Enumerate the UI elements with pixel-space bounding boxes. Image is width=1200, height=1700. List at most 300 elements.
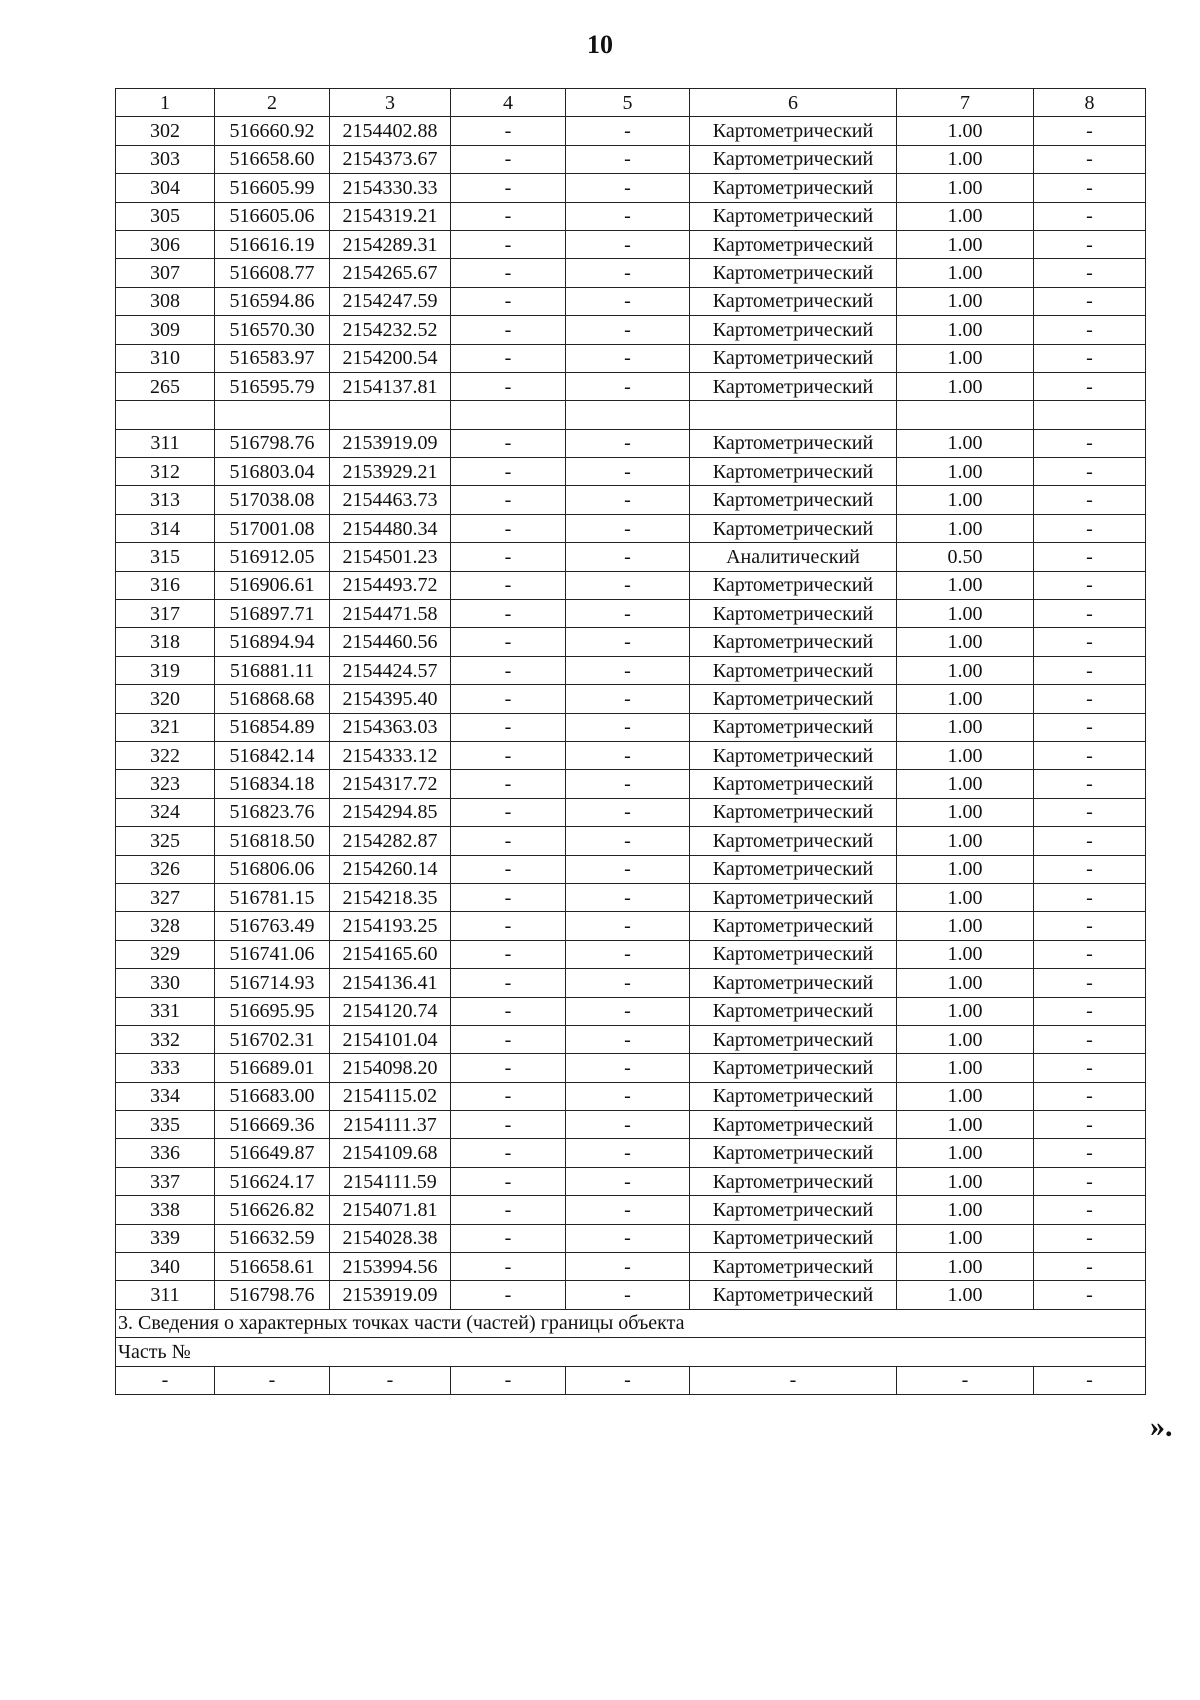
table-row bbox=[116, 344, 1146, 372]
table-cell: Картометрический bbox=[690, 1025, 897, 1053]
table-cell bbox=[116, 401, 215, 429]
table-row bbox=[116, 458, 1146, 486]
table-cell: Картометрический bbox=[690, 145, 897, 173]
table-cell: - bbox=[451, 855, 566, 883]
table-cell: - bbox=[566, 316, 690, 344]
table-cell: Картометрический bbox=[690, 883, 897, 911]
table-cell: - bbox=[1034, 656, 1146, 684]
table-cell: - bbox=[451, 770, 566, 798]
table-cell: - bbox=[451, 656, 566, 684]
table-cell: Картометрический bbox=[690, 1253, 897, 1281]
table-cell: 2154109.68 bbox=[330, 1139, 451, 1167]
table-cell: 517038.08 bbox=[215, 486, 330, 514]
table-cell: Аналитический bbox=[690, 543, 897, 571]
table-cell: - bbox=[566, 1366, 690, 1394]
table-row bbox=[116, 174, 1146, 202]
table-cell: 516741.06 bbox=[215, 940, 330, 968]
table-cell: 2154402.88 bbox=[330, 117, 451, 145]
table-cell: 516798.76 bbox=[215, 1281, 330, 1309]
table-row bbox=[116, 372, 1146, 400]
table-cell: - bbox=[566, 514, 690, 542]
table-cell bbox=[330, 401, 451, 429]
part-label: Часть № bbox=[116, 1338, 1146, 1366]
table-cell: 2154460.56 bbox=[330, 628, 451, 656]
table-cell: 332 bbox=[116, 1025, 215, 1053]
table-cell: 303 bbox=[116, 145, 215, 173]
table-cell: 1.00 bbox=[897, 259, 1034, 287]
table-cell: - bbox=[566, 230, 690, 258]
table-cell: - bbox=[1034, 912, 1146, 940]
table-row bbox=[116, 883, 1146, 911]
table-cell: - bbox=[566, 1167, 690, 1195]
table-cell: 339 bbox=[116, 1224, 215, 1252]
table-cell: - bbox=[566, 1253, 690, 1281]
table-cell: 309 bbox=[116, 316, 215, 344]
table-cell: Картометрический bbox=[690, 117, 897, 145]
table-row bbox=[116, 770, 1146, 798]
table-cell: 306 bbox=[116, 230, 215, 258]
table-cell: 2154111.37 bbox=[330, 1111, 451, 1139]
table-row bbox=[116, 429, 1146, 457]
table-cell: 2154101.04 bbox=[330, 1025, 451, 1053]
table-cell: 516626.82 bbox=[215, 1196, 330, 1224]
table-cell: 1.00 bbox=[897, 713, 1034, 741]
table-row bbox=[116, 1167, 1146, 1195]
table-cell: - bbox=[566, 287, 690, 315]
table-cell: - bbox=[1034, 628, 1146, 656]
table-cell: 516702.31 bbox=[215, 1025, 330, 1053]
table-cell: - bbox=[451, 174, 566, 202]
table-cell: - bbox=[1034, 259, 1146, 287]
table-cell: Картометрический bbox=[690, 969, 897, 997]
table-cell: 2154115.02 bbox=[330, 1082, 451, 1110]
table-cell: 331 bbox=[116, 997, 215, 1025]
table-cell: - bbox=[1034, 1054, 1146, 1082]
table-cell: 2153994.56 bbox=[330, 1253, 451, 1281]
table-cell: - bbox=[566, 940, 690, 968]
table-cell: - bbox=[451, 940, 566, 968]
table-cell: - bbox=[566, 117, 690, 145]
table-cell: 2154111.59 bbox=[330, 1167, 451, 1195]
table-cell: 516616.19 bbox=[215, 230, 330, 258]
table-cell: 2154424.57 bbox=[330, 656, 451, 684]
table-cell: 1.00 bbox=[897, 628, 1034, 656]
table-cell: 2154480.34 bbox=[330, 514, 451, 542]
table-cell: 2154330.33 bbox=[330, 174, 451, 202]
table-cell: 2154493.72 bbox=[330, 571, 451, 599]
table-row bbox=[116, 741, 1146, 769]
table-row bbox=[116, 855, 1146, 883]
coordinates-table bbox=[115, 88, 1146, 1395]
table-cell: - bbox=[451, 514, 566, 542]
table-cell: - bbox=[1034, 855, 1146, 883]
table-cell: - bbox=[451, 600, 566, 628]
table-cell: 516842.14 bbox=[215, 741, 330, 769]
table-cell: 313 bbox=[116, 486, 215, 514]
table-cell: 5 bbox=[566, 89, 690, 117]
table-cell: - bbox=[451, 117, 566, 145]
table-cell: Картометрический bbox=[690, 1082, 897, 1110]
table-cell: 1.00 bbox=[897, 344, 1034, 372]
table-cell: - bbox=[451, 1167, 566, 1195]
table-cell bbox=[690, 401, 897, 429]
table-cell: 1.00 bbox=[897, 316, 1034, 344]
table-cell: - bbox=[566, 429, 690, 457]
table-cell: Картометрический bbox=[690, 741, 897, 769]
table-cell: - bbox=[330, 1366, 451, 1394]
table-row bbox=[116, 486, 1146, 514]
table-cell: Картометрический bbox=[690, 486, 897, 514]
table-cell: Картометрический bbox=[690, 940, 897, 968]
table-cell: - bbox=[1034, 940, 1146, 968]
table-cell: Картометрический bbox=[690, 1167, 897, 1195]
table-cell: - bbox=[566, 1139, 690, 1167]
table-cell: 1.00 bbox=[897, 656, 1034, 684]
closing-quote-mark: ». bbox=[1150, 1410, 1173, 1443]
table-cell: 340 bbox=[116, 1253, 215, 1281]
table-cell: 2154137.81 bbox=[330, 372, 451, 400]
table-cell: 319 bbox=[116, 656, 215, 684]
table-cell: 2153919.09 bbox=[330, 1281, 451, 1309]
table-cell: - bbox=[566, 372, 690, 400]
table-cell: Картометрический bbox=[690, 855, 897, 883]
table-cell: - bbox=[1034, 429, 1146, 457]
table-cell: - bbox=[451, 486, 566, 514]
table-cell: 516894.94 bbox=[215, 628, 330, 656]
table-row bbox=[116, 543, 1146, 571]
table-cell: 2154136.41 bbox=[330, 969, 451, 997]
table-row bbox=[116, 1025, 1146, 1053]
table-cell: Картометрический bbox=[690, 458, 897, 486]
table-cell: 2154165.60 bbox=[330, 940, 451, 968]
table-cell: 517001.08 bbox=[215, 514, 330, 542]
table-cell bbox=[215, 401, 330, 429]
table-cell: 1.00 bbox=[897, 174, 1034, 202]
table-cell: - bbox=[1034, 571, 1146, 599]
table-cell: 1.00 bbox=[897, 1224, 1034, 1252]
table-cell: 1 bbox=[116, 89, 215, 117]
table-cell: - bbox=[566, 827, 690, 855]
table-cell: 316 bbox=[116, 571, 215, 599]
table-cell: - bbox=[1034, 372, 1146, 400]
table-cell: Картометрический bbox=[690, 202, 897, 230]
table-row bbox=[116, 287, 1146, 315]
table-cell: 1.00 bbox=[897, 600, 1034, 628]
table-cell: - bbox=[1034, 543, 1146, 571]
table-cell: - bbox=[451, 1224, 566, 1252]
table-cell: 2154098.20 bbox=[330, 1054, 451, 1082]
table-cell: - bbox=[1034, 1281, 1146, 1309]
table-cell: - bbox=[566, 798, 690, 826]
table-cell: - bbox=[566, 571, 690, 599]
table-cell: Картометрический bbox=[690, 429, 897, 457]
table-cell: 1.00 bbox=[897, 1054, 1034, 1082]
table-cell: 1.00 bbox=[897, 883, 1034, 911]
table-cell: Картометрический bbox=[690, 1139, 897, 1167]
table-cell: Картометрический bbox=[690, 1111, 897, 1139]
table-cell: - bbox=[690, 1366, 897, 1394]
table-cell: - bbox=[451, 1054, 566, 1082]
table-cell: 516683.00 bbox=[215, 1082, 330, 1110]
table-cell: 305 bbox=[116, 202, 215, 230]
table-cell: - bbox=[1034, 997, 1146, 1025]
table-cell: 330 bbox=[116, 969, 215, 997]
table-cell: 1.00 bbox=[897, 855, 1034, 883]
table-cell: - bbox=[566, 912, 690, 940]
table-cell: - bbox=[451, 1196, 566, 1224]
table-cell: 1.00 bbox=[897, 1139, 1034, 1167]
table-cell: 312 bbox=[116, 458, 215, 486]
table-cell: - bbox=[1034, 287, 1146, 315]
table-cell: 516583.97 bbox=[215, 344, 330, 372]
table-cell: 1.00 bbox=[897, 230, 1034, 258]
table-cell: 338 bbox=[116, 1196, 215, 1224]
table-row bbox=[116, 1281, 1146, 1309]
table-cell: 516632.59 bbox=[215, 1224, 330, 1252]
table-cell: 311 bbox=[116, 1281, 215, 1309]
table-cell: Картометрический bbox=[690, 770, 897, 798]
table-cell bbox=[1034, 401, 1146, 429]
table-cell: - bbox=[566, 1111, 690, 1139]
table-cell: - bbox=[566, 628, 690, 656]
table-cell: Картометрический bbox=[690, 316, 897, 344]
table-cell: 1.00 bbox=[897, 372, 1034, 400]
table-cell: 1.00 bbox=[897, 827, 1034, 855]
table-cell: Картометрический bbox=[690, 628, 897, 656]
table-row bbox=[116, 514, 1146, 542]
table-cell: 1.00 bbox=[897, 1025, 1034, 1053]
table-cell: 516605.06 bbox=[215, 202, 330, 230]
table-cell: 516906.61 bbox=[215, 571, 330, 599]
table-cell: 2153919.09 bbox=[330, 429, 451, 457]
table-cell: - bbox=[1034, 1025, 1146, 1053]
table-cell: 2154501.23 bbox=[330, 543, 451, 571]
table-cell: 308 bbox=[116, 287, 215, 315]
table-cell: 516660.92 bbox=[215, 117, 330, 145]
table-cell: - bbox=[566, 259, 690, 287]
table-row bbox=[116, 713, 1146, 741]
table-cell: - bbox=[451, 685, 566, 713]
table-cell: 326 bbox=[116, 855, 215, 883]
part-values-row bbox=[116, 1366, 1146, 1394]
table-cell: 2154294.85 bbox=[330, 798, 451, 826]
table-cell: 1.00 bbox=[897, 997, 1034, 1025]
table-cell: - bbox=[1034, 174, 1146, 202]
table-cell: - bbox=[1034, 202, 1146, 230]
table-row bbox=[116, 1224, 1146, 1252]
table-cell: - bbox=[566, 202, 690, 230]
table-cell: 328 bbox=[116, 912, 215, 940]
table-cell: - bbox=[451, 429, 566, 457]
table-cell: - bbox=[1034, 741, 1146, 769]
table-cell: Картометрический bbox=[690, 1054, 897, 1082]
table-row bbox=[116, 1054, 1146, 1082]
table-cell: 302 bbox=[116, 117, 215, 145]
table-cell: - bbox=[1034, 514, 1146, 542]
table-cell: Картометрический bbox=[690, 827, 897, 855]
section-title: 3. Сведения о характерных точках части (частей) границы объекта bbox=[116, 1309, 1146, 1337]
table-cell: - bbox=[566, 486, 690, 514]
table-cell: - bbox=[451, 202, 566, 230]
table-cell: 516803.04 bbox=[215, 458, 330, 486]
table-cell: - bbox=[1034, 1082, 1146, 1110]
table-cell: - bbox=[1034, 969, 1146, 997]
table-cell: - bbox=[566, 685, 690, 713]
table-cell: Картометрический bbox=[690, 287, 897, 315]
table-cell: 317 bbox=[116, 600, 215, 628]
table-row bbox=[116, 997, 1146, 1025]
table-cell: 516823.76 bbox=[215, 798, 330, 826]
table-cell: 318 bbox=[116, 628, 215, 656]
table-cell: - bbox=[451, 1281, 566, 1309]
table-cell: 516763.49 bbox=[215, 912, 330, 940]
table-cell: Картометрический bbox=[690, 1196, 897, 1224]
table-cell: - bbox=[451, 372, 566, 400]
table-cell: - bbox=[566, 145, 690, 173]
table-cell: - bbox=[1034, 458, 1146, 486]
table-cell: Картометрический bbox=[690, 1281, 897, 1309]
table-cell: 516695.95 bbox=[215, 997, 330, 1025]
table-cell: 1.00 bbox=[897, 1281, 1034, 1309]
table-cell: 1.00 bbox=[897, 117, 1034, 145]
table-cell: 327 bbox=[116, 883, 215, 911]
table-cell: 8 bbox=[1034, 89, 1146, 117]
table-cell: 2 bbox=[215, 89, 330, 117]
table-cell: 1.00 bbox=[897, 145, 1034, 173]
table-cell: - bbox=[451, 1253, 566, 1281]
table-cell: 1.00 bbox=[897, 741, 1034, 769]
table-cell: Картометрический bbox=[690, 230, 897, 258]
table-cell: - bbox=[451, 287, 566, 315]
table-cell: 335 bbox=[116, 1111, 215, 1139]
table-cell: 336 bbox=[116, 1139, 215, 1167]
table-cell: - bbox=[1034, 883, 1146, 911]
table-cell: 1.00 bbox=[897, 1167, 1034, 1195]
table-cell: 2154247.59 bbox=[330, 287, 451, 315]
table-row bbox=[116, 656, 1146, 684]
table-cell: 516605.99 bbox=[215, 174, 330, 202]
table-cell: 7 bbox=[897, 89, 1034, 117]
table-cell: 2154395.40 bbox=[330, 685, 451, 713]
table-cell: - bbox=[566, 174, 690, 202]
table-cell: 516649.87 bbox=[215, 1139, 330, 1167]
table-cell: - bbox=[451, 1139, 566, 1167]
table-cell: 1.00 bbox=[897, 1082, 1034, 1110]
table-cell: - bbox=[897, 1366, 1034, 1394]
table-cell: - bbox=[451, 798, 566, 826]
table-cell: Картометрический bbox=[690, 174, 897, 202]
table-cell: 2154265.67 bbox=[330, 259, 451, 287]
table-cell: 516854.89 bbox=[215, 713, 330, 741]
table-cell: 2154260.14 bbox=[330, 855, 451, 883]
table-cell: - bbox=[451, 912, 566, 940]
table-row bbox=[116, 628, 1146, 656]
table-cell: 2154373.67 bbox=[330, 145, 451, 173]
table-cell: - bbox=[451, 458, 566, 486]
table-cell: - bbox=[1034, 1139, 1146, 1167]
table-cell: 1.00 bbox=[897, 685, 1034, 713]
table-cell: 1.00 bbox=[897, 429, 1034, 457]
table-cell: 1.00 bbox=[897, 940, 1034, 968]
table-cell: - bbox=[451, 543, 566, 571]
table-cell: 1.00 bbox=[897, 287, 1034, 315]
table-cell: - bbox=[566, 855, 690, 883]
table-cell: 324 bbox=[116, 798, 215, 826]
table-cell: - bbox=[1034, 685, 1146, 713]
table-cell: - bbox=[116, 1366, 215, 1394]
table-cell: 1.00 bbox=[897, 202, 1034, 230]
table-cell: Картометрический bbox=[690, 997, 897, 1025]
table-cell: - bbox=[566, 1196, 690, 1224]
table-cell: - bbox=[1034, 600, 1146, 628]
table-cell: 516595.79 bbox=[215, 372, 330, 400]
table-cell: - bbox=[1034, 827, 1146, 855]
table-row bbox=[116, 230, 1146, 258]
table-cell: 6 bbox=[690, 89, 897, 117]
table-cell: - bbox=[566, 458, 690, 486]
table-cell: 2154463.73 bbox=[330, 486, 451, 514]
table-cell: 516669.36 bbox=[215, 1111, 330, 1139]
table-cell: - bbox=[451, 316, 566, 344]
table-cell: 304 bbox=[116, 174, 215, 202]
table-cell: 516834.18 bbox=[215, 770, 330, 798]
table-cell: - bbox=[566, 1082, 690, 1110]
table-cell: 516714.93 bbox=[215, 969, 330, 997]
table-row bbox=[116, 798, 1146, 826]
table-row bbox=[116, 202, 1146, 230]
table-row bbox=[116, 1253, 1146, 1281]
table-cell: 2154193.25 bbox=[330, 912, 451, 940]
table-cell: - bbox=[1034, 117, 1146, 145]
table-cell: - bbox=[451, 713, 566, 741]
table-cell: 2154218.35 bbox=[330, 883, 451, 911]
table-cell: 1.00 bbox=[897, 458, 1034, 486]
table-cell: - bbox=[451, 259, 566, 287]
table-cell: - bbox=[1034, 1111, 1146, 1139]
table-cell: - bbox=[1034, 486, 1146, 514]
table-cell: - bbox=[1034, 770, 1146, 798]
table-cell: - bbox=[1034, 798, 1146, 826]
table-cell: 516658.60 bbox=[215, 145, 330, 173]
table-cell: - bbox=[1034, 316, 1146, 344]
table-cell: 2154363.03 bbox=[330, 713, 451, 741]
table-cell: - bbox=[451, 571, 566, 599]
table-cell: 322 bbox=[116, 741, 215, 769]
table-cell: 3 bbox=[330, 89, 451, 117]
table-cell: 516912.05 bbox=[215, 543, 330, 571]
table-cell: Картометрический bbox=[690, 600, 897, 628]
table-cell: - bbox=[566, 770, 690, 798]
table-row bbox=[116, 969, 1146, 997]
section-title-row bbox=[116, 1309, 1146, 1337]
table-cell: Картометрический bbox=[690, 656, 897, 684]
table-cell: 516781.15 bbox=[215, 883, 330, 911]
table-row bbox=[116, 685, 1146, 713]
table-cell: - bbox=[566, 1224, 690, 1252]
table-cell: - bbox=[451, 997, 566, 1025]
table-cell: 0.50 bbox=[897, 543, 1034, 571]
table-cell: 320 bbox=[116, 685, 215, 713]
table-row bbox=[116, 1082, 1146, 1110]
table-cell: Картометрический bbox=[690, 1224, 897, 1252]
table-cell: 325 bbox=[116, 827, 215, 855]
table-cell: - bbox=[566, 1281, 690, 1309]
page-number: 10 bbox=[587, 30, 613, 59]
table-cell: - bbox=[451, 1025, 566, 1053]
table-cell: 1.00 bbox=[897, 770, 1034, 798]
table-cell: 1.00 bbox=[897, 798, 1034, 826]
table-cell: 516608.77 bbox=[215, 259, 330, 287]
